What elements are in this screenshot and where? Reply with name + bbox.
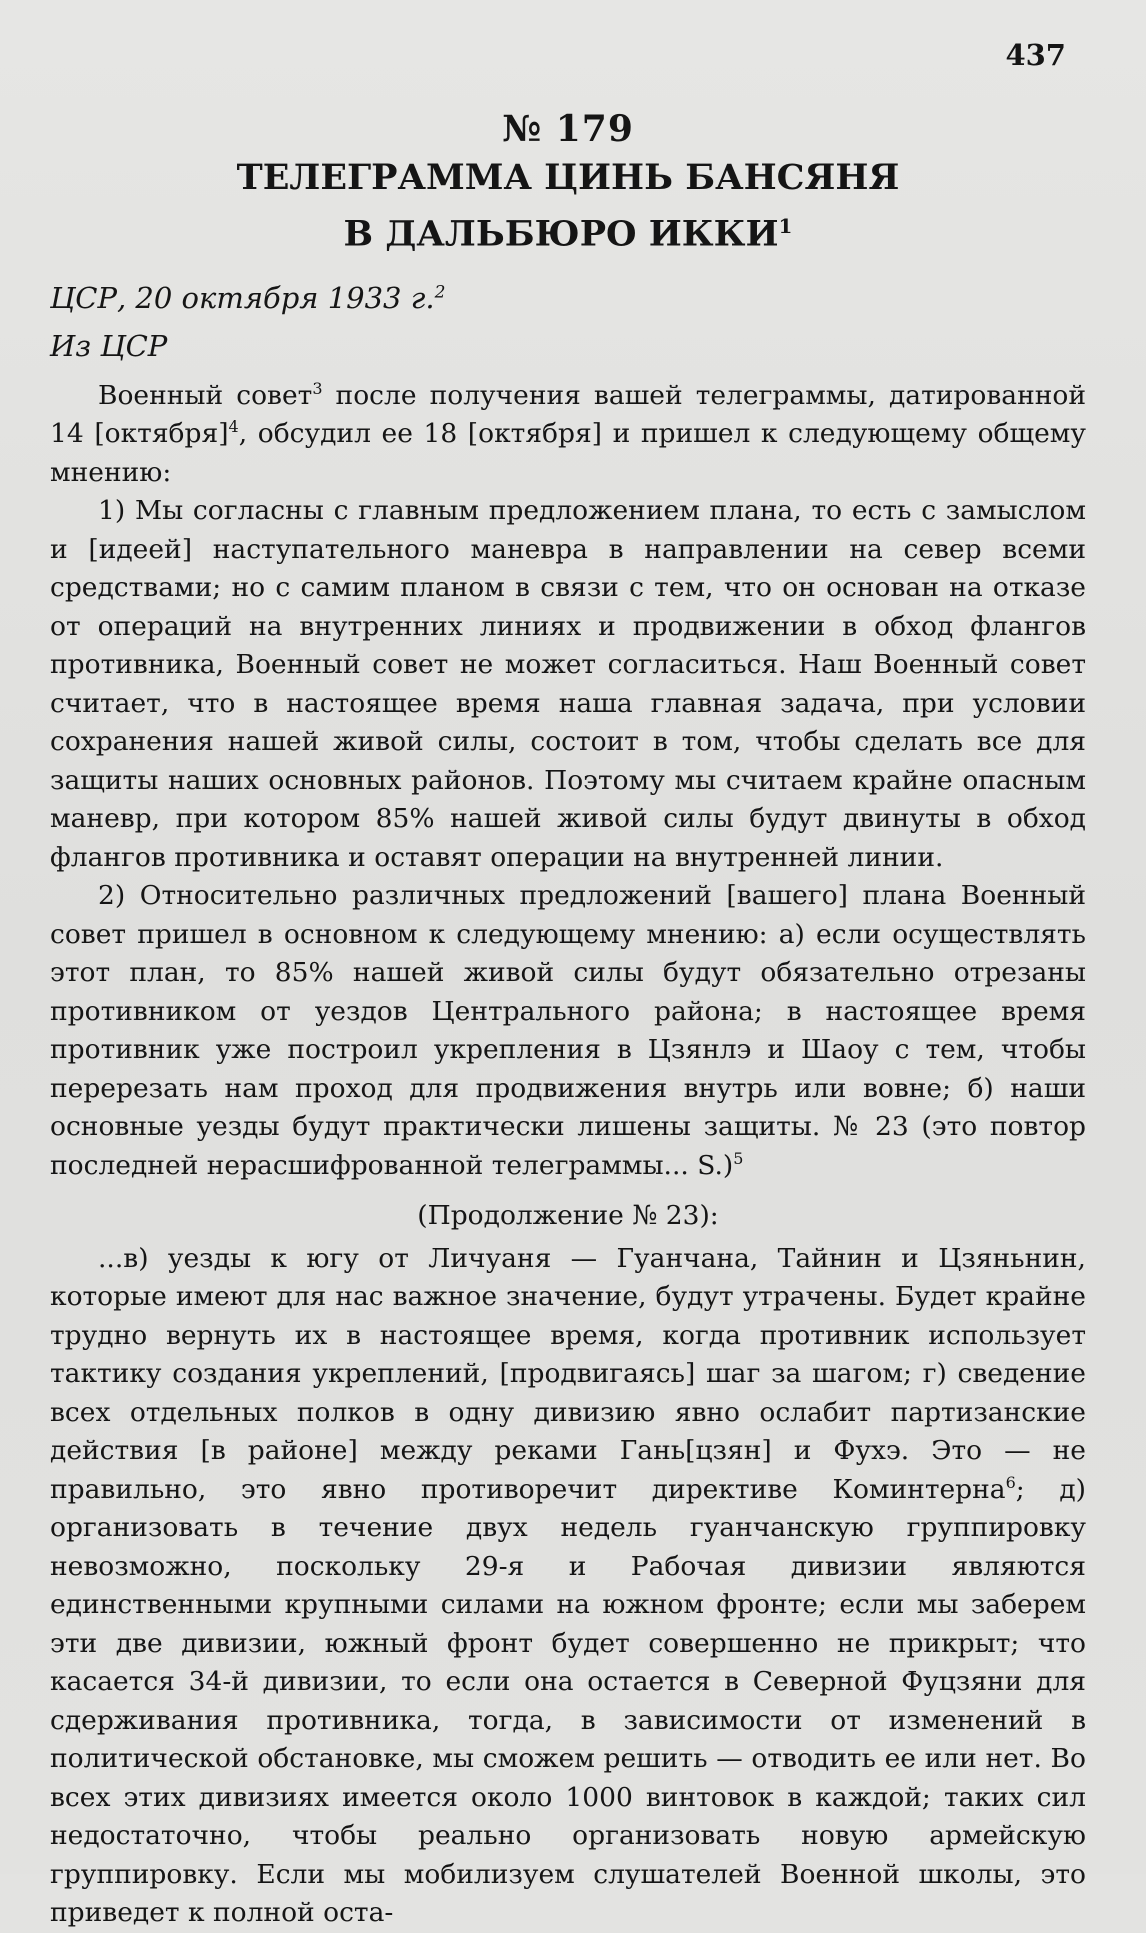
footnote-ref-1: 1 bbox=[778, 214, 793, 238]
paragraph-intro bbox=[50, 377, 1086, 493]
footnote-ref-3: 3 bbox=[312, 378, 323, 398]
paragraph-point-1: 1) Мы согласны с главным предложением плана, то есть с замыслом и [идеей] наступательного маневра в направлении на север всеми средствами; но с самим планом в связи с тем, что он основан на отказе от операций на внутренних линиях и продвижении в обход флангов противника, Военный совет не может согласиться. Наш Военный совет считает, что в настоящее время наша главная задача, при условии сохранения нашей живой силы, состоит в том, чтобы сделать все для защиты наших основных районов. Поэтому мы считаем крайне опасным маневр, при котором 85% нашей живой силы будут двинуты в обход флангов противника и оставят операции на внутренней линии. bbox=[50, 495, 1086, 873]
text-run: ; д) организовать в течение двух недель гуанчанскую группировку невозможно, поскольку 29-я и Рабочая дивизии являются единственными крупными силами на южном фронте; если мы заберем эти две дивизии, южный фронт будет совершенно не прикрыт; что касается 34-й дивизии, то если она остается в Северной Фуцзяни для сдерживания противника, тогда, в зависимости от изменений в политической обстановке, мы сможем решить — отводить ее или нет. Во всех этих дивизиях имеется около 1000 винтовок в каждой; таких сил недостаточно, чтобы реально организовать новую армейскую группировку. Если мы мобилизуем слушателей Военной школы, это приведет к полной оста- bbox=[50, 1473, 1086, 1929]
place-date bbox=[50, 281, 1086, 315]
document-title-line2-wrap bbox=[50, 202, 1086, 259]
paragraph-continuation bbox=[50, 1240, 1086, 1933]
text-run: после получения вашей телеграммы, датированной 14 [октября] bbox=[50, 379, 1087, 450]
place-date-text: ЦСР, 20 октября 1933 г. bbox=[50, 280, 435, 315]
text-run: , обсудил ее 18 [октября] и пришел к следующему общему мнению: bbox=[50, 418, 1086, 488]
document-title-line1: ТЕЛЕГРАММА ЦИНЬ БАНСЯНЯ bbox=[236, 157, 900, 198]
document-title-line2: В ДАЛЬБЮРО ИККИ bbox=[343, 213, 779, 255]
footnote-ref-6: 6 bbox=[1005, 1472, 1016, 1492]
document-content bbox=[50, 100, 1086, 1933]
document-title bbox=[50, 154, 1086, 259]
text-run: Военный совет bbox=[98, 379, 313, 411]
footnote-ref-4: 4 bbox=[228, 417, 239, 437]
page-number: 437 bbox=[1005, 38, 1066, 72]
footnote-ref-2: 2 bbox=[434, 282, 446, 302]
footnote-ref-5: 5 bbox=[733, 1148, 744, 1168]
text-run: 2) Относительно различных предложений [вашего] плана Военный совет пришел в основном к следующему мнению: а) если осуществлять этот план, то 85% нашей живой силы будут обязательно отрезаны противником от уездов Центрального района; в настоящее время противник уже построил укрепления в Цзянлэ и Шаоу с тем, чтобы перерезать нам проход для продвижения внутрь или вовне; б) наши основные уезды будут практически лишены защиты. № 23 (это повтор последней нерасшифрованной телеграммы... S.) bbox=[50, 880, 1086, 1181]
document-number: № 179 bbox=[502, 108, 634, 150]
text-run: ...в) уезды к югу от Личуаня — Гуанчана, Тайнин и Цзяньнин, которые имеют для нас важное значение, будут утрачены. Будет крайне трудно вернуть их в настоящее время, когда противник использует тактику создания укреплений, [продвигаясь] шаг за шагом; г) сведение всех отдельных полков в одну дивизию явно ослабит партизанские действия [в районе] между реками Гань[цзян] и Фухэ. Это — не правильно, это явно противоречит директиве Коминтерна bbox=[50, 1242, 1086, 1505]
sender: Из ЦСР bbox=[50, 328, 168, 363]
continuation-heading: (Продолжение № 23): bbox=[417, 1200, 719, 1232]
paragraph-point-2 bbox=[50, 877, 1086, 1185]
